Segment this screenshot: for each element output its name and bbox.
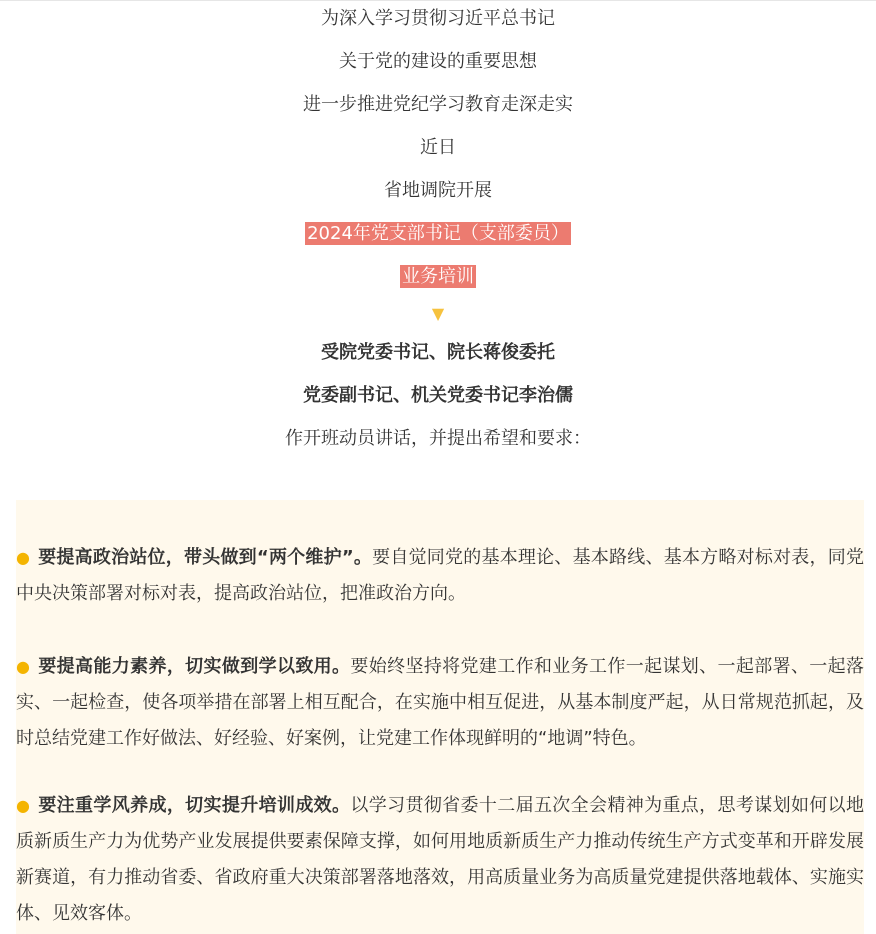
highlight-business-training: 业务培训 <box>402 266 474 287</box>
highlight-training-title: 2024年党支部书记（支部委员） <box>307 223 569 244</box>
requirement-body: 要自觉同党的基本理论、基本路线、基本方略对标对表，同党中央决策部署对标对表，提高政治站位，把准政治方向。 <box>16 547 864 604</box>
intro-line-6: 作开班动员讲话，并提出希望和要求： <box>285 428 591 449</box>
intro-line-3: 进一步推进党纪学习教育走深走实 <box>303 94 573 115</box>
bold-line-1: 受院党委书记、院长蒋俊委托 <box>321 342 555 363</box>
requirement-lead: 要提高政治站位，带头做到“两个维护”。 <box>38 547 373 568</box>
intro-line-2: 关于党的建设的重要思想 <box>339 51 537 72</box>
requirement-item-3 <box>16 788 864 932</box>
bullet-dot-icon: ● <box>16 657 31 676</box>
requirement-lead: 要提高能力素养，切实做到学以致用。 <box>38 656 351 677</box>
intro-line-4: 近日 <box>420 137 456 158</box>
requirement-body: 以学习贯彻省委十二届五次全会精神为重点，思考谋划如何以地质新质生产力为优势产业发展提供要素保障支撑，如何用地质新质生产力推动传统生产方式变革和开辟发展新赛道，有力推动省委、省政府重大决策部署落地落效，用高质量业务为高质量党建提供落地载体、实施实体、见效客体。 <box>16 795 865 924</box>
intro-line-5: 省地调院开展 <box>384 180 492 201</box>
intro-line-1: 为深入学习贯彻习近平总书记 <box>321 8 555 29</box>
highlight-row-1 <box>0 222 876 246</box>
down-arrow-icon: ▼ <box>431 304 445 323</box>
bold-line-2: 党委副书记、机关党委书记李治儒 <box>303 385 573 406</box>
bullet-dot-icon: ● <box>16 548 31 567</box>
bullet-dot-icon: ● <box>16 796 31 815</box>
top-divider <box>0 0 876 1</box>
requirement-body: 要始终坚持将党建工作和业务工作一起谋划、一起部署、一起落实、一起检查，使各项举措在部署上相互配合，在实施中相互促进，从基本制度严起，从日常规范抓起，及时总结党建工作好做法、好经验、好案例，让党建工作体现鲜明的“地调”特色。 <box>16 656 865 749</box>
requirement-item-1 <box>16 540 864 612</box>
highlight-row-2 <box>0 265 876 289</box>
requirement-lead: 要注重学风养成，切实提升培训成效。 <box>38 795 351 816</box>
requirement-item-2 <box>16 649 864 757</box>
